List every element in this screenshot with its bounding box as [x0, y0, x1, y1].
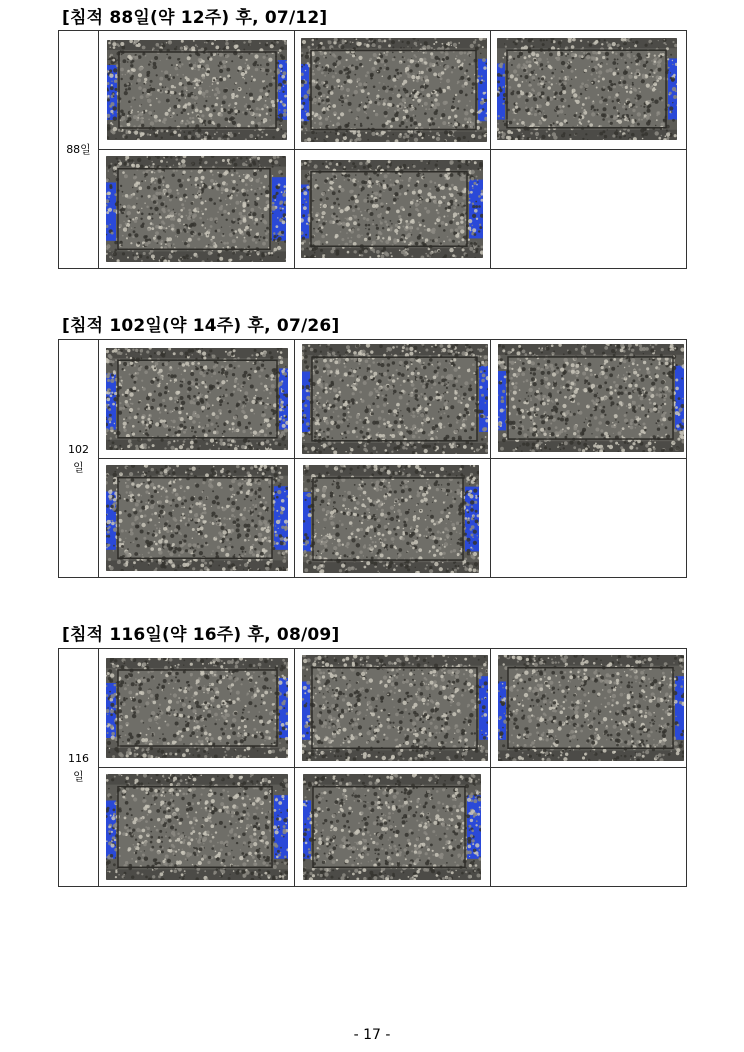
row-label-102 — [59, 340, 99, 578]
row-label-116 — [59, 649, 99, 887]
panel-photo — [107, 40, 287, 140]
section-heading-102: [침적 102일(약 14주) 후, 07/26] — [62, 316, 340, 336]
photo-table-102 — [58, 339, 687, 578]
empty-cell — [491, 459, 687, 578]
panel-photo — [106, 348, 288, 450]
photo-table-88 — [58, 30, 687, 269]
empty-cell — [491, 768, 687, 887]
photo-cell — [99, 768, 295, 887]
panel-photo — [497, 38, 677, 140]
panel-photo — [302, 655, 488, 761]
row-label-line: 일 — [73, 769, 84, 783]
photo-cell — [295, 459, 491, 578]
panel-photo — [302, 344, 488, 454]
photo-cell — [99, 649, 295, 768]
panel-photo — [301, 38, 487, 142]
photo-cell — [491, 649, 687, 768]
photo-cell — [491, 31, 687, 150]
photo-cell — [99, 340, 295, 459]
empty-cell — [491, 150, 687, 269]
photo-table-116 — [58, 648, 687, 887]
photo-cell — [99, 150, 295, 269]
photo-cell — [99, 31, 295, 150]
photo-cell — [491, 340, 687, 459]
panel-photo — [498, 655, 684, 761]
photo-cell — [295, 31, 491, 150]
row-label-line: 116 — [68, 751, 89, 765]
page-number: - 17 - — [353, 1027, 391, 1043]
panel-photo — [106, 156, 286, 262]
panel-photo — [303, 465, 479, 573]
section-heading-116: [침적 116일(약 16주) 후, 08/09] — [62, 625, 340, 645]
photo-cell — [99, 459, 295, 578]
row-label-line: 일 — [73, 460, 84, 474]
row-label-88 — [59, 31, 99, 269]
photo-cell — [295, 340, 491, 459]
panel-photo — [301, 160, 483, 258]
photo-cell — [295, 768, 491, 887]
section-heading-88: [침적 88일(약 12주) 후, 07/12] — [62, 8, 328, 28]
panel-photo — [106, 774, 288, 880]
photo-cell — [295, 150, 491, 269]
panel-photo — [498, 344, 684, 452]
photo-cell — [295, 649, 491, 768]
row-label-line: 102 — [68, 442, 89, 456]
panel-photo — [106, 465, 288, 571]
panel-photo — [303, 774, 481, 880]
panel-photo — [106, 658, 288, 758]
row-label-line: 88일 — [66, 142, 91, 156]
